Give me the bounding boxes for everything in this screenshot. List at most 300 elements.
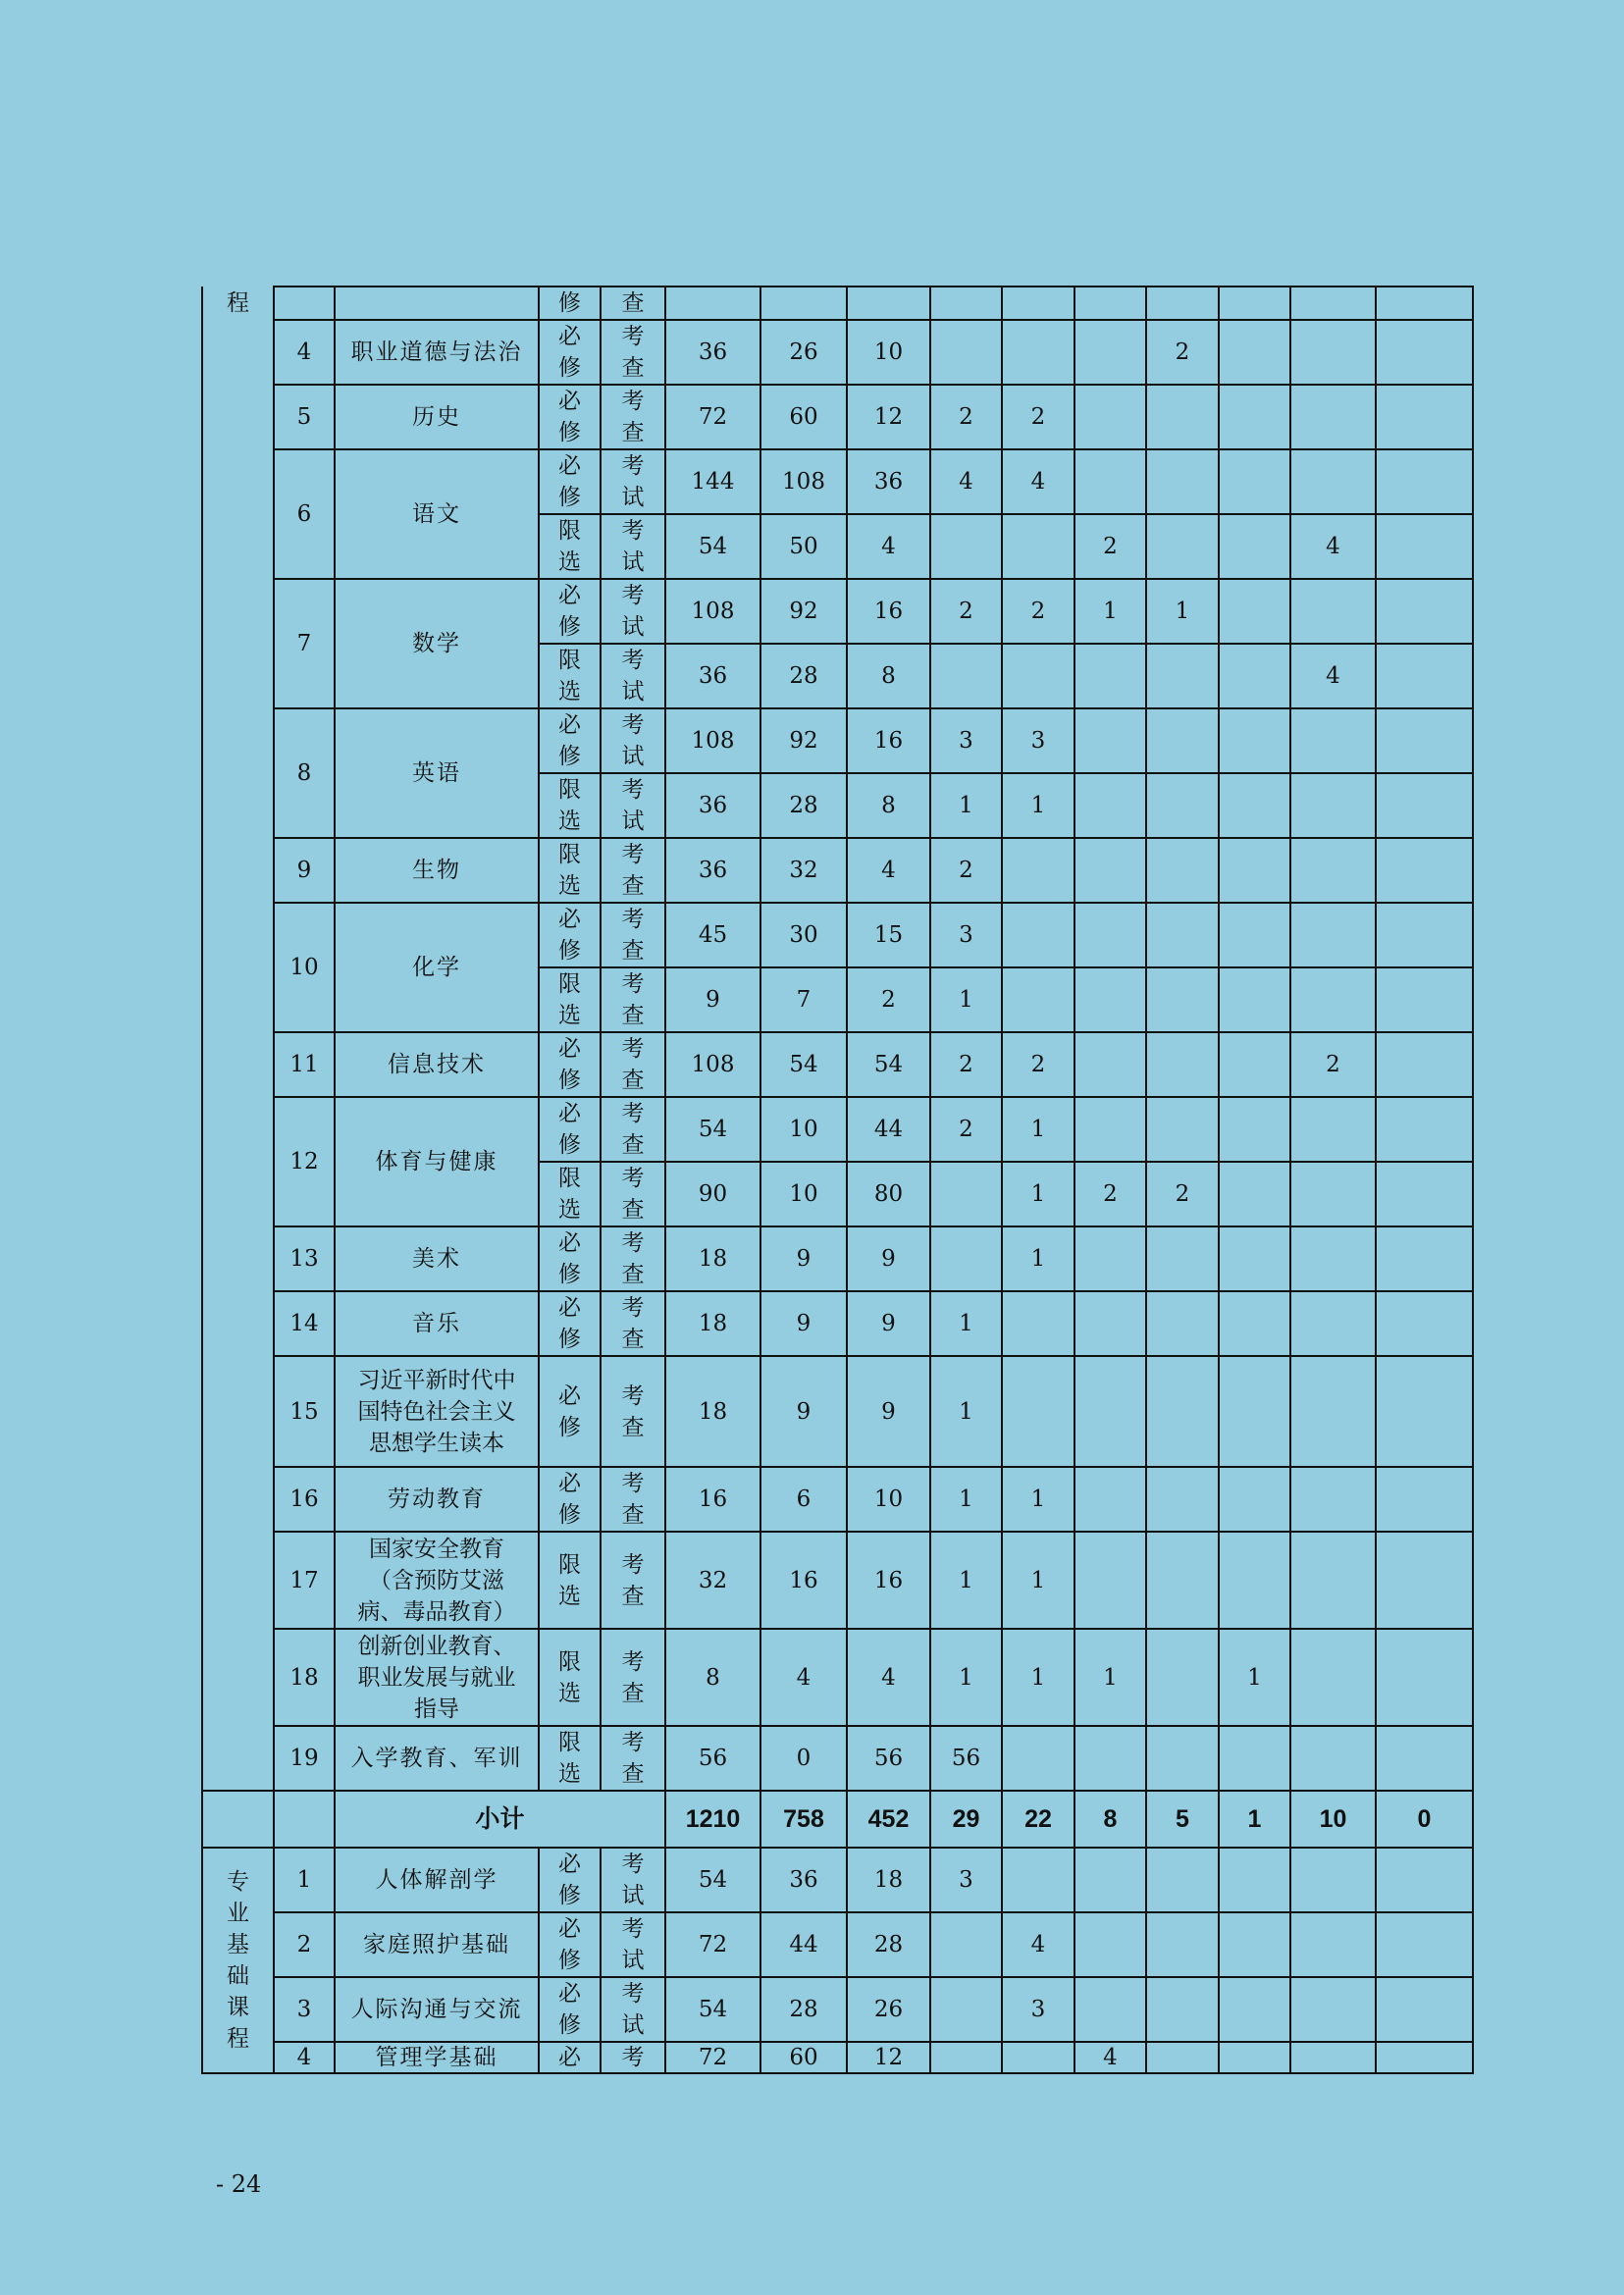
text-line: 考 [621,518,645,544]
value-cell [1376,2042,1473,2073]
section-label-char: 基 [227,1932,249,1957]
assessment-type [601,1977,665,2042]
value-cell: 1 [930,1356,1002,1467]
text-line: 选 [558,679,581,704]
value-cell: 1 [930,1532,1002,1629]
value-cell: 2 [930,1032,1002,1097]
value-cell [1376,1097,1473,1162]
value-cell: 4 [1002,449,1074,514]
row-number [274,287,335,320]
row-number: 15 [274,1356,335,1467]
text-line: 限 [558,1730,581,1755]
value-cell [1002,287,1074,320]
value-cell: 0 [760,1726,847,1791]
value-cell: 1 [1219,1629,1290,1726]
row-number: 19 [274,1726,335,1791]
value-cell: 2 [930,579,1002,644]
value-cell [1219,2042,1290,2073]
value-cell [847,287,930,320]
text-line: 限 [558,1551,581,1578]
value-cell [1219,449,1290,514]
value-cell: 36 [665,320,760,385]
assessment-type [601,1226,665,1291]
value-cell [1219,1467,1290,1532]
value-cell [1002,838,1074,903]
value-cell [1376,1162,1473,1226]
table-row [202,1726,1473,1791]
assessment-type [601,838,665,903]
value-cell [1146,708,1219,773]
text-line: 考 [621,389,645,414]
row-number: 14 [274,1291,335,1356]
value-cell [1219,1291,1290,1356]
course-name-line: 思想学生读本 [369,1430,504,1456]
course-type: 必 [539,2042,601,2073]
value-cell [1290,385,1376,449]
value-cell: 1 [930,1467,1002,1532]
text-line: 选 [558,1680,581,1706]
value-cell: 18 [665,1291,760,1356]
section-label-spacer [202,708,274,773]
value-cell [1376,903,1473,967]
value-cell [1074,320,1146,385]
value-cell [1002,514,1074,579]
table-row [202,1912,1473,1977]
course-type [539,320,601,385]
value-cell [1376,708,1473,773]
row-number: 13 [274,1226,335,1291]
value-cell: 9 [847,1226,930,1291]
row-number: 12 [274,1097,335,1226]
text-line: 限 [558,648,581,673]
text-line: 必 [558,1295,581,1321]
subtotal-label: 小计 [335,1791,665,1848]
value-cell [1146,644,1219,708]
value-cell: 54 [760,1032,847,1097]
course-name-line: 职业发展与就业 [357,1664,516,1691]
value-cell: 9 [847,1291,930,1356]
course-type [539,838,601,903]
course-name-line: 国家安全教育 [369,1536,504,1562]
subtotal-value: 758 [760,1791,847,1848]
value-cell [1002,320,1074,385]
course-type [539,1848,601,1912]
text-line: 修 [558,1414,581,1440]
course-type [539,967,601,1032]
value-cell: 144 [665,449,760,514]
table-row [202,1356,1473,1467]
assessment-type [601,385,665,449]
value-cell [1146,1291,1219,1356]
row-number: 10 [274,903,335,1032]
value-cell [1219,385,1290,449]
value-cell: 8 [847,644,930,708]
text-line: 考 [621,907,645,932]
text-line: 考 [621,1166,645,1191]
row-number: 7 [274,579,335,708]
text-line: 考 [621,1036,645,1062]
text-line: 查 [621,1502,645,1528]
text-line: 考 [621,1101,645,1126]
table-row [202,1467,1473,1532]
section-label-spacer [202,1291,274,1356]
row-number: 4 [274,2042,335,2073]
value-cell [1219,1726,1290,1791]
value-cell: 9 [665,967,760,1032]
subtotal-value: 29 [930,1791,1002,1848]
section-label-spacer [202,1032,274,1097]
assessment-type [601,287,665,320]
course-type [539,708,601,773]
value-cell: 1 [1074,1629,1146,1726]
text-line: 选 [558,1583,581,1609]
value-cell [1290,708,1376,773]
text-line: 必 [558,712,581,738]
course-name: 历史 [335,385,539,449]
value-cell [1219,1032,1290,1097]
value-cell [1376,1226,1473,1291]
value-cell: 1 [1002,1532,1074,1629]
value-cell [1376,1629,1473,1726]
value-cell: 28 [760,773,847,838]
value-cell: 4 [847,514,930,579]
row-number: 1 [274,1848,335,1912]
text-line: 选 [558,808,581,834]
text-line: 限 [558,971,581,997]
value-cell [1219,1162,1290,1226]
text-line: 考 [621,777,645,803]
value-cell: 16 [760,1532,847,1629]
row-number: 18 [274,1629,335,1726]
value-cell: 60 [760,2042,847,2073]
value-cell [1290,838,1376,903]
value-cell [1146,514,1219,579]
course-name-line: 创新创业教育、 [357,1633,516,1659]
text-line: 必 [558,1230,581,1256]
text-line: 修 [558,2012,581,2038]
value-cell: 108 [760,449,847,514]
course-name: 化学 [335,903,539,1032]
value-cell [1146,838,1219,903]
section-label-spacer [202,579,274,644]
section-label-spacer [202,320,274,385]
course-name: 体育与健康 [335,1097,539,1226]
subtotal-value: 1210 [665,1791,760,1848]
text-line: 限 [558,1166,581,1191]
text-line: 考 [621,1551,645,1578]
value-cell: 36 [665,838,760,903]
value-cell: 108 [665,579,760,644]
assessment-type [601,1629,665,1726]
value-cell: 2 [1290,1032,1376,1097]
assessment-type [601,1162,665,1226]
value-cell [1290,1532,1376,1629]
value-cell [1219,1848,1290,1912]
value-cell: 28 [847,1912,930,1977]
value-cell [1219,1532,1290,1629]
text-line: 修 [558,355,581,381]
value-cell: 2 [1074,514,1146,579]
value-cell [1074,1467,1146,1532]
value-cell [1146,287,1219,320]
value-cell: 80 [847,1162,930,1226]
section-label-char: 业 [227,1901,249,1926]
course-type [539,1726,601,1791]
value-cell: 108 [665,1032,760,1097]
text-line: 修 [558,1262,581,1287]
text-line: 选 [558,549,581,575]
value-cell [1290,1356,1376,1467]
value-cell [1219,287,1290,320]
value-cell: 1 [930,1291,1002,1356]
assessment-type [601,1467,665,1532]
table-row [202,1032,1473,1097]
value-cell: 4 [847,1629,930,1726]
table-row [202,1977,1473,2042]
value-cell: 1 [1002,1097,1074,1162]
value-cell: 54 [665,1977,760,2042]
value-cell [1290,1291,1376,1356]
value-cell: 2 [847,967,930,1032]
course-schedule-table [201,286,1474,2074]
value-cell [1146,1467,1219,1532]
value-cell [1376,1912,1473,1977]
value-cell [1219,903,1290,967]
table-row [202,1291,1473,1356]
text-line: 必 [558,1036,581,1062]
value-cell [1219,320,1290,385]
row-number: 3 [274,1977,335,2042]
text-line: 考 [621,1852,645,1877]
value-cell: 1 [1002,773,1074,838]
text-line: 修 [558,938,581,964]
value-cell [1146,2042,1219,2073]
value-cell [1376,1356,1473,1467]
value-cell [1002,1726,1074,1791]
course-type [539,449,601,514]
value-cell: 16 [847,708,930,773]
value-cell [1146,1977,1219,2042]
value-cell [1146,1726,1219,1791]
value-cell [1376,1848,1473,1912]
row-number: 5 [274,385,335,449]
text-line: 考 [621,583,645,608]
value-cell: 26 [760,320,847,385]
section-label-spacer [202,449,274,514]
value-cell: 4 [1074,2042,1146,2073]
value-cell: 45 [665,903,760,967]
value-cell [1002,2042,1074,2073]
value-cell: 92 [760,579,847,644]
value-cell: 44 [847,1097,930,1162]
text-line: 试 [621,1948,645,1973]
assessment-type [601,449,665,514]
value-cell: 3 [1002,708,1074,773]
value-cell: 28 [760,644,847,708]
row-number: 9 [274,838,335,903]
text-line: 查 [621,1197,645,1223]
value-cell: 2 [1002,579,1074,644]
value-cell: 1 [1002,1226,1074,1291]
value-cell [1146,1097,1219,1162]
course-type [539,1162,601,1226]
value-cell: 10 [847,1467,930,1532]
text-line: 查 [621,1414,645,1440]
value-cell [1290,1912,1376,1977]
value-cell [1290,579,1376,644]
value-cell: 2 [1146,1162,1219,1226]
course-name [335,1356,539,1467]
text-line: 查 [621,355,645,381]
value-cell: 12 [847,2042,930,2073]
value-cell [930,1912,1002,1977]
row-number: 17 [274,1532,335,1629]
section-label-spacer [202,1162,274,1226]
value-cell: 92 [760,708,847,773]
value-cell: 2 [1002,385,1074,449]
text-line: 必 [558,1101,581,1126]
assessment-type [601,967,665,1032]
value-cell [1376,1532,1473,1629]
value-cell [760,287,847,320]
value-cell: 54 [847,1032,930,1097]
subtotal-value: 10 [1290,1791,1376,1848]
course-name [335,1629,539,1726]
value-cell: 16 [665,1467,760,1532]
section-label-spacer [202,1226,274,1291]
value-cell: 3 [1002,1977,1074,2042]
section-label-spacer [202,1629,274,1726]
value-cell: 36 [847,449,930,514]
value-cell [930,320,1002,385]
assessment-type [601,708,665,773]
value-cell [1002,967,1074,1032]
value-cell: 28 [760,1977,847,2042]
value-cell: 8 [847,773,930,838]
course-type [539,385,601,449]
value-cell: 72 [665,1912,760,1977]
value-cell: 26 [847,1977,930,2042]
course-type [539,903,601,967]
value-cell [1290,1467,1376,1532]
value-cell [1290,1226,1376,1291]
value-cell [1376,1032,1473,1097]
value-cell [1074,838,1146,903]
value-cell: 4 [1290,514,1376,579]
value-cell: 54 [665,1097,760,1162]
subtotal-value: 8 [1074,1791,1146,1848]
value-cell [1002,1848,1074,1912]
text-line: 查 [621,1327,645,1352]
text-line: 查 [621,1262,645,1287]
value-cell: 8 [665,1629,760,1726]
value-cell [1146,903,1219,967]
section-label-spacer [202,773,274,838]
value-cell [930,1977,1002,2042]
table-row [202,708,1473,773]
value-cell: 54 [665,1848,760,1912]
value-cell [1290,1848,1376,1912]
value-cell [1290,773,1376,838]
value-cell: 2 [930,385,1002,449]
value-cell [1219,1977,1290,2042]
text-line: 考 [621,1916,645,1942]
value-cell: 12 [847,385,930,449]
text-line: 选 [558,1197,581,1223]
value-cell [1290,967,1376,1032]
value-cell [1074,1291,1146,1356]
value-cell [1290,449,1376,514]
value-cell: 1 [930,1629,1002,1726]
text-line: 考 [621,324,645,349]
course-name-line: 指导 [414,1695,459,1722]
table-row [202,287,1473,320]
section-label-spacer [202,838,274,903]
value-cell: 10 [760,1097,847,1162]
section-label-spacer [202,1726,274,1791]
section-label-spacer [202,903,274,967]
text-line: 修 [558,420,581,445]
value-cell [1146,1356,1219,1467]
text-line: 考 [621,1648,645,1675]
text-line: 考 [621,1471,645,1496]
course-name: 家庭照护基础 [335,1912,539,1977]
value-cell: 32 [665,1532,760,1629]
course-type [539,287,601,320]
text-line: 选 [558,1761,581,1787]
text-line: 查 [621,1132,645,1158]
value-cell [1376,773,1473,838]
subtotal-value: 0 [1376,1791,1473,1848]
value-cell [1290,1977,1376,2042]
value-cell: 1 [930,773,1002,838]
course-type [539,1291,601,1356]
course-name: 音乐 [335,1291,539,1356]
value-cell [1146,1848,1219,1912]
section-label-spacer [202,514,274,579]
value-cell: 56 [930,1726,1002,1791]
value-cell [1146,1226,1219,1291]
table-row [202,579,1473,644]
course-type [539,1032,601,1097]
value-cell: 72 [665,2042,760,2073]
text-line: 修 [558,485,581,510]
value-cell: 1 [930,967,1002,1032]
value-cell [930,287,1002,320]
value-cell: 9 [847,1356,930,1467]
text-line: 查 [621,938,645,964]
value-cell [1290,1097,1376,1162]
value-cell: 9 [760,1226,847,1291]
subtotal-row [202,1791,1473,1848]
subtotal-value: 22 [1002,1791,1074,1848]
value-cell [1219,1097,1290,1162]
value-cell [930,2042,1002,2073]
text-line: 修 [558,614,581,640]
assessment-type [601,1097,665,1162]
value-cell: 4 [1002,1912,1074,1977]
value-cell: 3 [930,708,1002,773]
course-name: 英语 [335,708,539,838]
course-type [539,1912,601,1977]
course-name-line: 国特色社会主义 [357,1398,516,1425]
course-type [539,514,601,579]
value-cell [1146,967,1219,1032]
value-cell [1219,1226,1290,1291]
text-line: 必 [558,1852,581,1877]
value-cell: 4 [930,449,1002,514]
value-cell [1290,2042,1376,2073]
